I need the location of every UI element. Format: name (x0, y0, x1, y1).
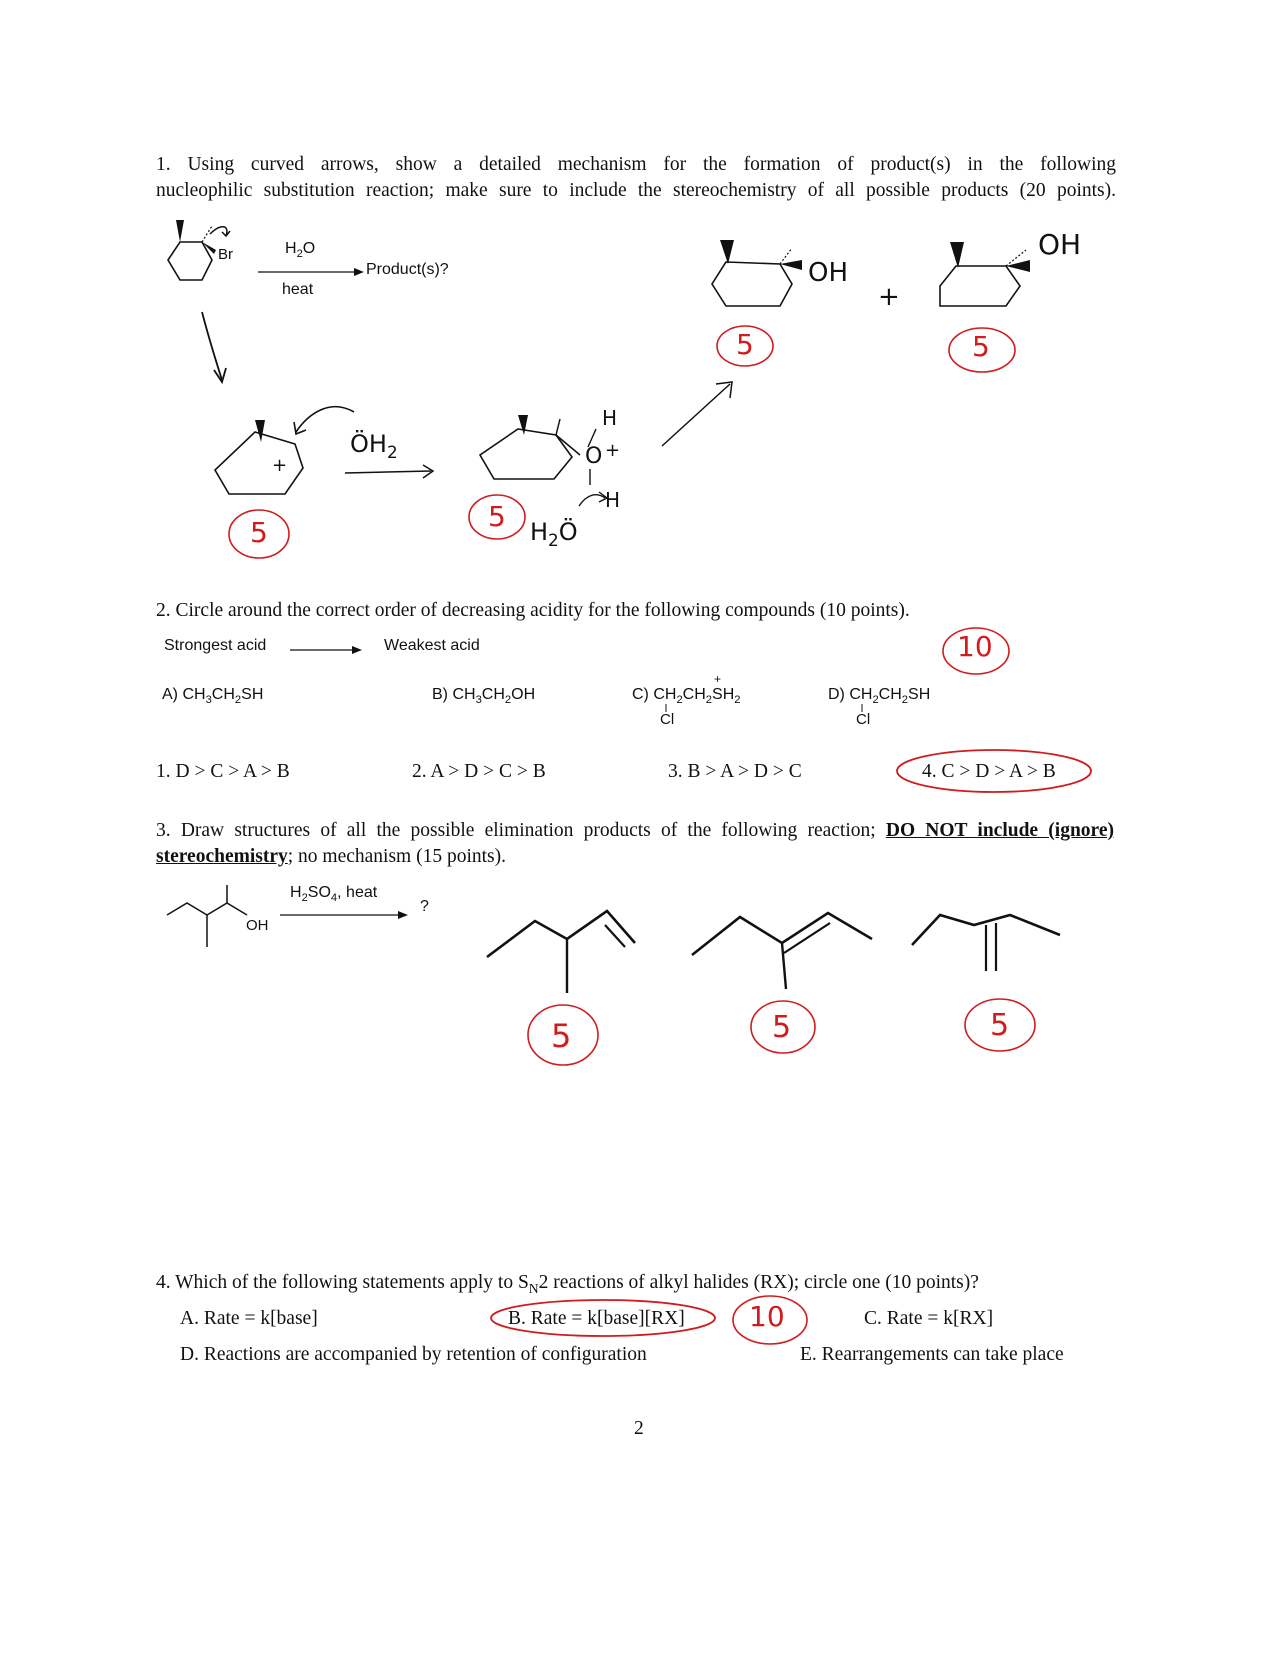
q2-compound-c-cl: Cl (660, 711, 675, 728)
q1-water: $H_2Ö$ (530, 518, 578, 550)
q1-oxonium-h-bottom: H (605, 488, 621, 512)
q1-oxonium-charge: + (605, 440, 621, 461)
q3-product1-structure (485, 905, 635, 995)
q1-plus: + (878, 282, 900, 312)
q2-direction-arrow (290, 645, 364, 655)
q2-weakest: Weakest acid (384, 637, 480, 654)
q2-option-1[interactable]: 1. D > C > A > B (156, 761, 290, 782)
q1-reaction-arrow (258, 267, 368, 277)
q1-reactant-br: Br (218, 246, 233, 263)
q1-product1-oh: OH (808, 258, 849, 288)
q1-score-2: 5 (972, 330, 990, 363)
q3-reaction-arrow (280, 910, 410, 920)
q3-score-3: 5 (990, 1008, 1010, 1043)
q2-compound-d-cl: Cl (856, 711, 871, 728)
q1-score-3: 5 (250, 516, 268, 549)
q3-product-label: ? (420, 898, 429, 915)
q2-compound-b: B) $CH_3CH_2OH$ (432, 686, 536, 707)
q4-score: 10 (749, 1300, 785, 1333)
q3-reactant-oh: OH (246, 917, 269, 934)
q2-compound-d: D) $CH_2CH_2SH$ (828, 686, 931, 707)
q3-product2-structure (690, 905, 880, 995)
q3-line1: 3. Draw structures of all the possible elimination products of the following reaction; DO NOT include (ignore) (156, 820, 1114, 841)
q2-score: 10 (957, 630, 993, 663)
q4-option-a[interactable]: A. Rate = k[base] (180, 1308, 318, 1329)
q4-option-e[interactable]: E. Rearrangements can take place (800, 1344, 1064, 1365)
q1-score-1: 5 (736, 328, 754, 361)
page-number: 2 (634, 1418, 644, 1439)
q1-oxonium-o: O (585, 444, 603, 469)
q1-line2: nucleophilic substitution reaction; make sure to include the stereochemistry of all possible products (20 points). (156, 180, 1116, 201)
q3-line2: stereochemistry; no mechanism (15 points). (156, 846, 507, 867)
q2-option-4[interactable]: 4. C > D > A > B (922, 761, 1056, 782)
q2-title: 2. Circle around the correct order of decreasing acidity for the following compounds (10 points). (156, 600, 910, 621)
q2-compound-c: C) $CH_2CH_2SH_2$ (632, 686, 741, 707)
q1-carbocation-charge: + (272, 455, 288, 476)
q1-down-arrow (200, 310, 240, 390)
q1-score-4: 5 (488, 500, 506, 533)
q4-option-d[interactable]: D. Reactions are accompanied by retention of configuration (180, 1344, 647, 1365)
q4-option-c[interactable]: C. Rate = k[RX] (864, 1308, 994, 1329)
q4-option-b[interactable]: B. Rate = k[base][RX] (508, 1308, 685, 1329)
q1-reactant-structure (150, 212, 270, 302)
q3-reagent: $H_2SO_4$, heat (290, 884, 378, 905)
q1-to-products-arrow (660, 380, 740, 450)
q1-deprotonation-arrow (575, 490, 615, 510)
q2-option-3[interactable]: 3. B > A > D > C (668, 761, 802, 782)
q1-nucleophile: $ÖH_2$ (350, 430, 398, 462)
q1-step-arrow (345, 465, 445, 481)
q2-strongest: Strongest acid (164, 637, 267, 654)
q3-score-2: 5 (772, 1010, 792, 1045)
q3-score-1: 5 (551, 1017, 572, 1055)
q1-product-label: Product(s)? (366, 261, 449, 278)
q4-title: 4. Which of the following statements apply to $S_N2$ reactions of alkyl halides (RX); circle one (10 points)? (156, 1272, 979, 1296)
q1-reagent-above: $H_2O$ (285, 240, 316, 261)
q2-compound-c-charge: + (714, 672, 722, 686)
q1-line1: 1. Using curved arrows, show a detailed mechanism for the formation of product(s) in the following (156, 154, 1116, 175)
q2-option-2[interactable]: 2. A > D > C > B (412, 761, 546, 782)
q1-product2-oh: OH (1038, 228, 1082, 261)
q2-compound-d-bond (860, 704, 864, 712)
q2-compound-c-bond (664, 704, 668, 712)
q1-oxonium-h-top: H (602, 406, 618, 430)
q1-reagent-below: heat (282, 281, 314, 298)
q3-product3-structure (910, 905, 1070, 985)
q2-compound-a: A) $CH_3CH_2SH$ (162, 686, 264, 707)
